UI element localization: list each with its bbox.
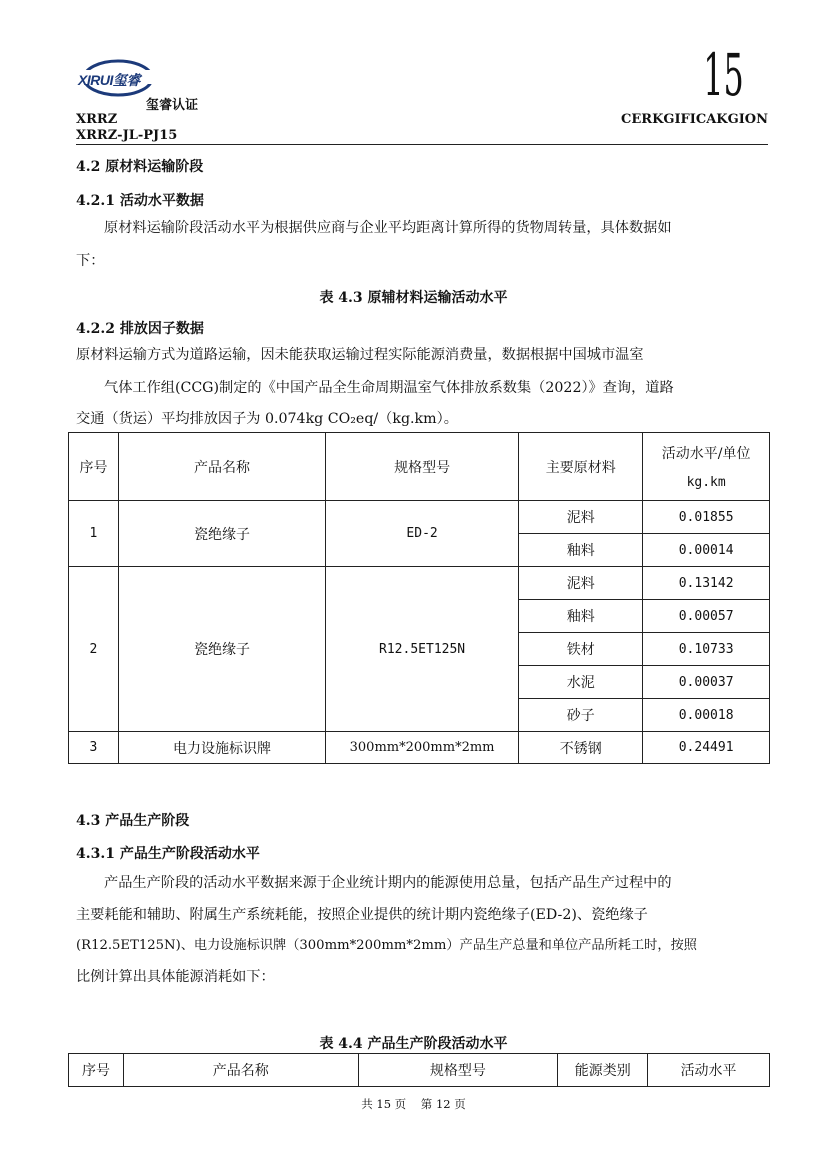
company-name: 玺睿认证 [146, 98, 199, 113]
subsection-heading: 4.2.1 活动水平数据 [76, 193, 204, 209]
paragraph-line: 下： [76, 253, 105, 269]
table-row [69, 567, 770, 600]
subsection-heading: 4.2.2 排放因子数据 [76, 321, 204, 337]
paragraph-line: 产品生产阶段的活动水平数据来源于企业统计期内的能源使用总量，包括产品生产过程中的 [104, 875, 672, 891]
section-heading: 4.3 产品生产阶段 [76, 813, 190, 829]
activity-value: 0.10733 [643, 633, 770, 666]
header-cell [643, 433, 770, 501]
logo-text: XIRUI玺睿 [78, 72, 140, 88]
paragraph-line: 原材料运输方式为道路运输，因未能获取运输过程实际能源消费量，数据根据中国城市温室 [76, 347, 644, 363]
material: 釉料 [519, 534, 643, 567]
activity-value: 0.13142 [643, 567, 770, 600]
material: 铁材 [519, 633, 643, 666]
header-cell: 能源类别 [558, 1054, 648, 1087]
header-cell: 产品名称 [123, 1054, 358, 1087]
header-divider [76, 144, 768, 145]
paragraph-line: 主要耗能和辅助、附属生产系统耗能，按照企业提供的统计期内瓷绝缘子(ED-2)、瓷绝缘子 [76, 907, 648, 923]
subsection-heading: 4.3.1 产品生产阶段活动水平 [76, 846, 260, 862]
activity-value: 0.01855 [643, 501, 770, 534]
activity-value: 0.00037 [643, 666, 770, 699]
header-cell: 产品名称 [118, 433, 325, 501]
table-header-row [69, 1054, 770, 1087]
header-cell: 规格型号 [326, 433, 519, 501]
company-abbr: XRRZ [76, 112, 118, 127]
product-spec: 300mm*200mm*2mm [326, 732, 519, 764]
row-number: 1 [69, 501, 119, 567]
material: 泥料 [519, 567, 643, 600]
product-spec: ED-2 [326, 501, 519, 567]
table-caption: 表 4.4 产品生产阶段活动水平 [319, 1036, 508, 1052]
header-unit: kg.km [686, 475, 726, 490]
header-big-number: 15 [703, 41, 744, 109]
product-name: 瓷绝缘子 [118, 501, 325, 567]
material: 泥料 [519, 501, 643, 534]
product-name: 电力设施标识牌 [118, 732, 325, 764]
page-footer: 共 15 页 第 12 页 [361, 1097, 466, 1111]
paragraph-line: 比例计算出具体能源消耗如下： [76, 969, 275, 985]
product-name: 瓷绝缘子 [118, 567, 325, 732]
table-caption: 表 4.3 原辅材料运输活动水平 [319, 290, 508, 306]
material: 釉料 [519, 600, 643, 633]
header-cell: 活动水平 [648, 1054, 770, 1087]
header-cell: 主要原材料 [519, 433, 643, 501]
header-cell: 规格型号 [358, 1054, 558, 1087]
product-spec: R12.5ET125N [326, 567, 519, 732]
table-header-row [69, 433, 770, 501]
section-heading: 4.2 原材料运输阶段 [76, 159, 204, 175]
material: 不锈钢 [519, 732, 643, 764]
row-number: 3 [69, 732, 119, 764]
doc-code: XRRZ-JL-PJ15 [76, 128, 178, 143]
activity-value: 0.24491 [643, 732, 770, 764]
row-number: 2 [69, 567, 119, 732]
paragraph-line: 原材料运输阶段活动水平为根据供应商与企业平均距离计算所得的货物周转量，具体数据如 [104, 220, 672, 236]
header-cell: 序号 [69, 1054, 124, 1087]
table-row [69, 501, 770, 534]
production-activity-table [68, 1053, 770, 1087]
activity-value: 0.00057 [643, 600, 770, 633]
activity-value: 0.00014 [643, 534, 770, 567]
activity-value: 0.00018 [643, 699, 770, 732]
material: 砂子 [519, 699, 643, 732]
brand-text: CERKGIFICAKGION [621, 112, 768, 127]
paragraph-line: (R12.5ET125N)、电力设施标识牌（300mm*200mm*2mm）产品生产总量和单位产品所耗工时，按照 [76, 938, 697, 953]
table-row [69, 732, 770, 764]
material: 水泥 [519, 666, 643, 699]
header-cell: 序号 [69, 433, 119, 501]
paragraph-line: 气体工作组(CCG)制定的《中国产品全生命周期温室气体排放系数集（2022）》查询，道路 [104, 380, 674, 396]
header-unit-label: 活动水平/单位 [661, 446, 751, 462]
transport-activity-table [68, 432, 770, 764]
paragraph-line: 交通（货运）平均排放因子为 0.074kg CO₂eq/（kg.km）。 [76, 411, 458, 427]
